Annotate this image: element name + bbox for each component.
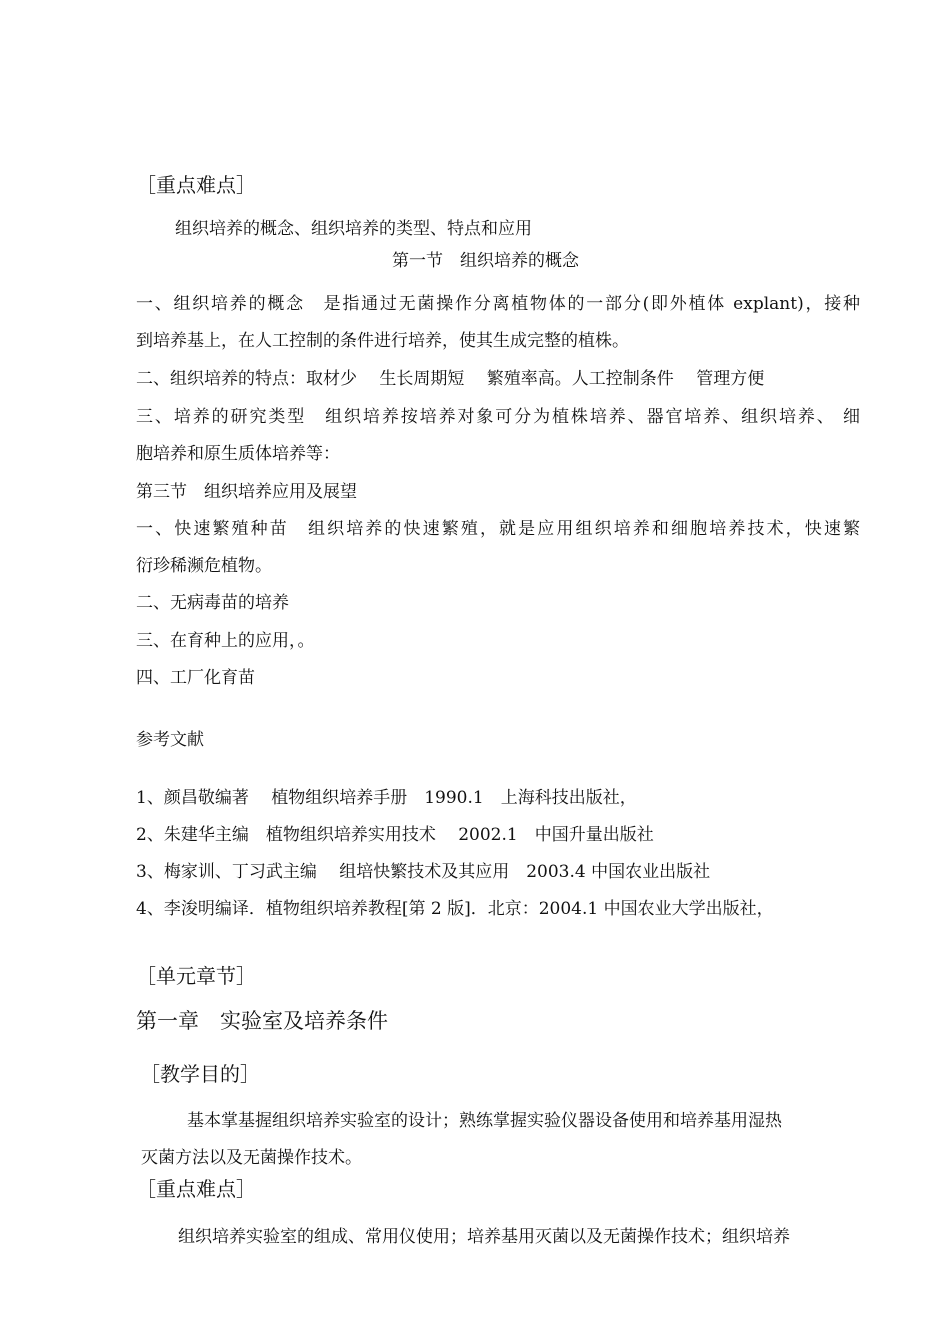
paragraph-line: 三、培养的研究类型 组织培养按培养对象可分为植株培养、器官培养、组织培养、 细	[136, 407, 860, 427]
paragraph-line: 三、在育种上的应用，。	[136, 631, 315, 651]
paragraph-line: 灭菌方法以及无菌操作技术。	[141, 1148, 362, 1168]
paragraph-line: 胞培养和原生质体培养等：	[136, 444, 340, 464]
paragraph-line: 二、无病毒苗的培养	[136, 593, 289, 613]
key-points-heading: ［重点难点］	[136, 173, 256, 197]
paragraph-line: 基本掌基握组织培养实验室的设计；熟练掌握实验仪器设备使用和培养基用湿热	[187, 1111, 782, 1131]
reference-item: 4、李浚明编译．植物组织培养教程[第 2 版]．北京：2004.1 中国农业大学出版社，	[136, 899, 774, 919]
section-title: 第一节 组织培养的概念	[392, 251, 579, 271]
paragraph-line: 二、组织培养的特点：取材少 生长周期短 繁殖率高。人工控制条件 管理方便	[136, 369, 765, 389]
paragraph-line: 四、工厂化育苗	[136, 668, 255, 688]
teaching-goal-heading: ［教学目的］	[140, 1062, 260, 1086]
chapter-title: 第一章 实验室及培养条件	[136, 1009, 388, 1033]
paragraph-line: 衍珍稀濒危植物。	[136, 556, 272, 576]
paragraph-line: 到培养基上，在人工控制的条件进行培养，使其生成完整的植株。	[136, 331, 629, 351]
paragraph-line: 一、快速繁殖种苗 组织培养的快速繁殖，就是应用组织培养和细胞培养技术，快速繁	[136, 519, 860, 539]
reference-item: 1、颜昌敬编著 植物组织培养手册 1990.1 上海科技出版社，	[136, 788, 637, 808]
reference-item: 2、朱建华主编 植物组织培养实用技术 2002.1 中国升量出版社	[136, 825, 654, 845]
paragraph-line: 一、组织培养的概念 是指通过无菌操作分离植物体的一部分(即外植体 explant)，接种	[136, 294, 860, 314]
key-points-text: 组织培养的概念、组织培养的类型、特点和应用	[175, 219, 532, 239]
key-points-heading: ［重点难点］	[136, 1177, 256, 1201]
section-title: 第三节 组织培养应用及展望	[136, 482, 357, 502]
paragraph-line: 组织培养实验室的组成、常用仪使用；培养基用灭菌以及无菌操作技术；组织培养	[178, 1227, 790, 1247]
references-heading: 参考文献	[136, 730, 204, 750]
unit-heading: ［单元章节］	[136, 964, 256, 988]
reference-item: 3、梅家训、丁习武主编 组培快繁技术及其应用 2003.4 中国农业出版社	[136, 862, 711, 882]
